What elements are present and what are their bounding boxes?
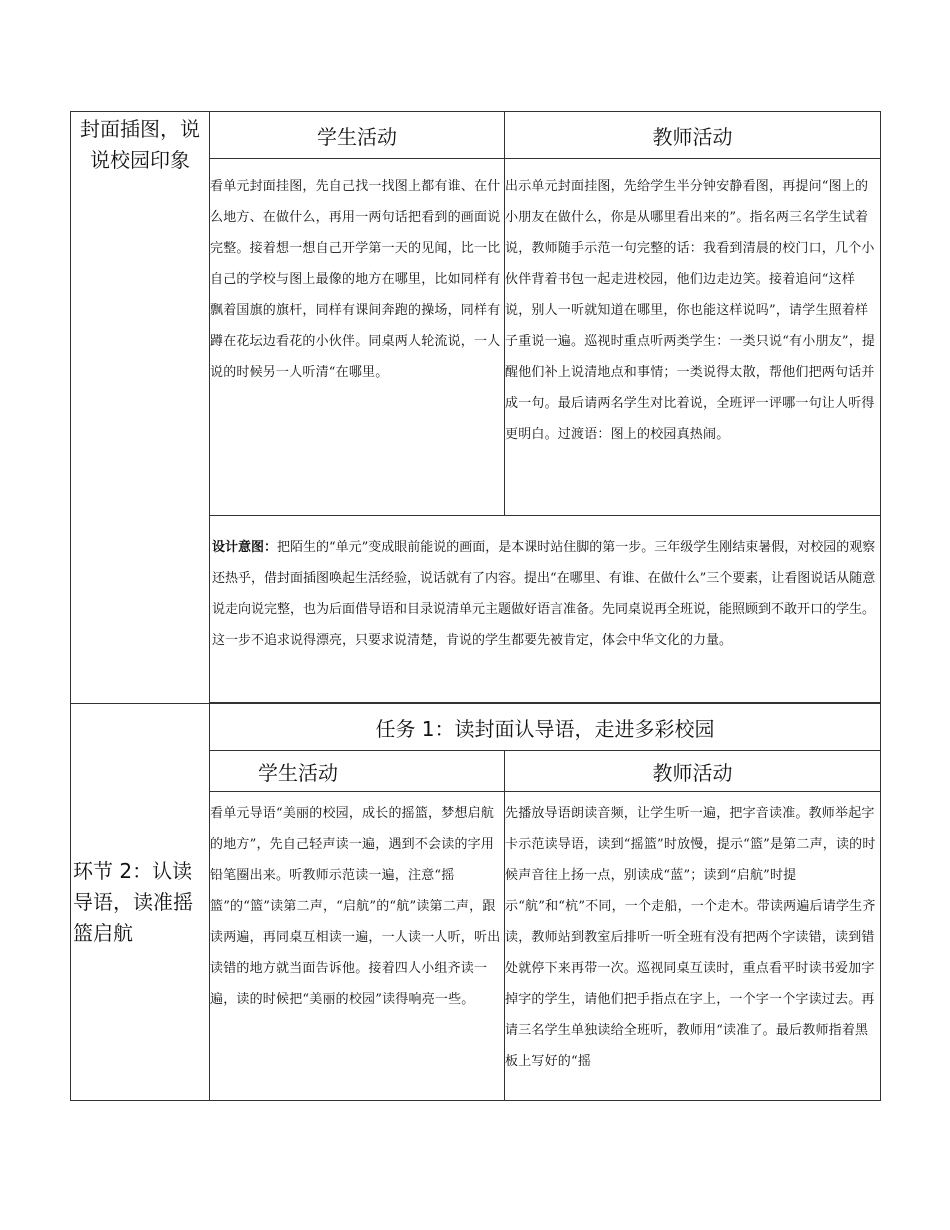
- section1-teacher-header: 教师活动: [505, 112, 881, 159]
- section2-teacher-text: 先播放导语朗读音频，让学生听一遍，把字音读准。教师举起字卡示范读导语，读到“摇篮”时放慢，提示“篮”是第二声，读的时候声音往上扬一点，别读成“蓝”；读到“启航”时提示“航”和“杭”不同，一个走船，一个走木。带读两遍后请学生齐读，教师站到教室后排听一听全班有没有把两个字读错，读到错处就停下来再带一次。巡视同桌互读时，重点看平时读书爱加字掉字的学生，请他们把手指点在字上，一个字一个字读过去。再请三名学生单独读给全班听，教师用“读准了。最后教师指着黑板上写好的“摇: [505, 806, 876, 1069]
- section1-label-text: 封面插图，说说校园印象: [80, 117, 200, 172]
- lesson-plan-page: [70, 111, 880, 1101]
- task1-title: 任务 1：读封面认导语，走进多彩校园: [210, 704, 881, 751]
- section2-student-header: 学生活动: [210, 751, 505, 792]
- section2-label-text: 环节 2：认读导语，读准摇篮启航: [73, 858, 193, 945]
- section2-label: [71, 704, 210, 1101]
- section2-teacher-header: 教师活动: [505, 751, 881, 792]
- section2-student-text: 看单元导语“美丽的校园，成长的摇篮，梦想启航的地方”，先自己轻声读一遍，遇到不会读的字用铅笔圈出来。听教师示范读一遍，注意“摇篮”的“篮”读第二声，“启航”的“航”读第二声，跟读两遍，再同桌互相读一遍，一人读一人听，听出读错的地方就当面告诉他。接着四人小组齐读一遍，读的时候把“美丽的校园”读得响亮一些。: [210, 806, 501, 1007]
- section1-student-cell: [210, 159, 505, 516]
- section1-teacher-text: 出示单元封面挂图，先给学生半分钟安静看图，再提问“图上的小朋友在做什么，你是从哪里看出来的”。指名两三名学生试着说，教师随手示范一句完整的话：我看到清晨的校门口，几个小伙伴背着书包一起走进校园，他们边走边笑。接着追问“这样说，别人一听就知道在哪里，你也能这样说吗”，请学生照着样子重说一遍。巡视时重点听两类学生：一类只说“有小朋友”，提醒他们补上说清地点和事情；一类说得太散，帮他们把两句话并成一句。最后请两名学生对比着说，全班评一评哪一句让人听得更明白。过渡语：图上的校园真热闹。: [505, 179, 876, 442]
- section1-student-text: 看单元封面挂图，先自己找一找图上都有谁、在什么地方、在做什么，再用一两句话把看到的画面说完整。接着想一想自己开学第一天的见闻，比一比自己的学校与图上最像的地方在哪里，比如同样有飘着国旗的旗杆，同样有课间奔跑的操场，同样有蹲在花坛边看花的小伙伴。同桌两人轮流说，一人说的时候另一人听清“在哪里。: [210, 179, 501, 380]
- section2-student-cell: [210, 792, 505, 1101]
- design-intent: [210, 516, 880, 656]
- section2-teacher-cell: [505, 792, 881, 1101]
- section1-label: [71, 112, 210, 704]
- design-intent-cell: [210, 516, 881, 703]
- section1-teacher-cell: [505, 159, 881, 516]
- section1-student-header: 学生活动: [210, 112, 505, 159]
- design-intent-label: 设计意图：: [212, 540, 278, 555]
- design-intent-text: 把陌生的“单元”变成眼前能说的画面，是本课时站住脚的第一步。三年级学生刚结束暑假，对校园的观察还热乎，借封面插图唤起生活经验，说话就有了内容。提出“在哪里、有谁、在做什么”三个要素，让看图说话从随意说走向说完整，也为后面借导语和目录说清单元主题做好语言准备。先同桌说再全班说，能照顾到不敢开口的学生。这一步不追求说得漂亮，只要求说清楚，肯说的学生都要先被肯定，体会中华文化的力量。: [212, 540, 876, 648]
- lesson-plan-table: [70, 111, 881, 1101]
